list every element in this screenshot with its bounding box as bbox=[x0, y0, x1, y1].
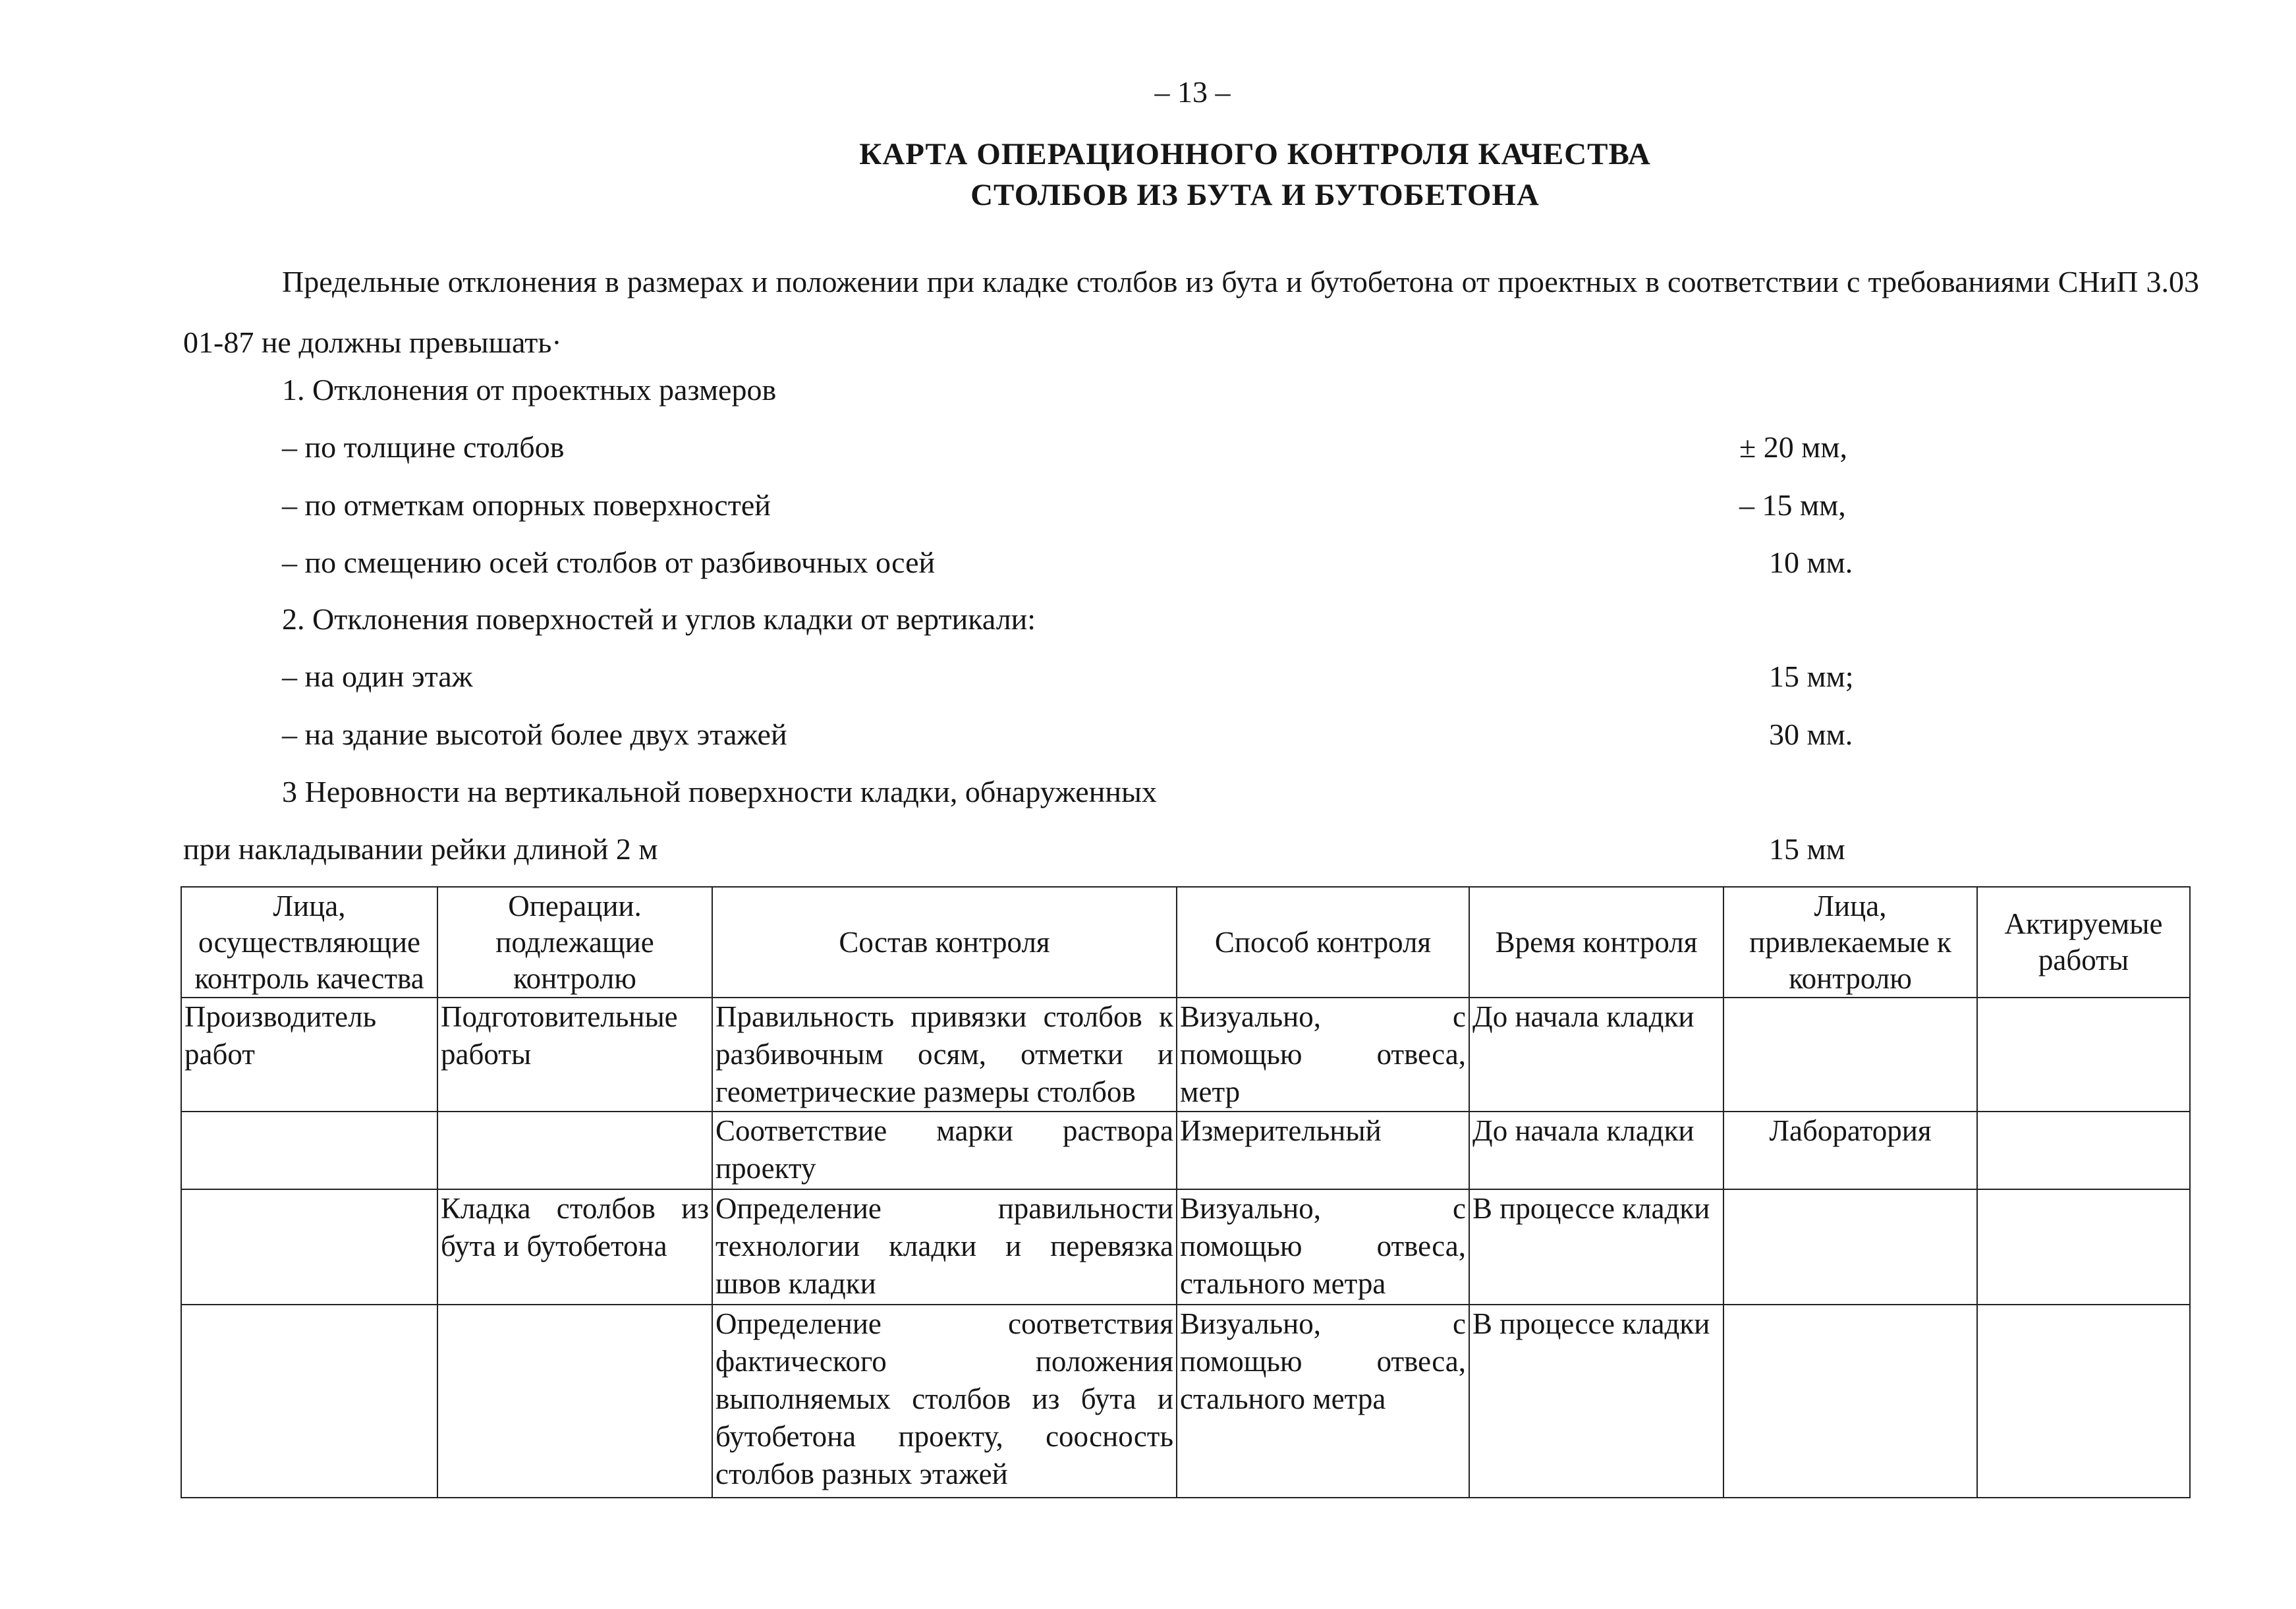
table-cell: До начала кладки bbox=[1469, 998, 1723, 1112]
requirement-1-row-value: ± 20 мм, bbox=[1739, 430, 1847, 464]
table-cell: Определение правильности технологии кладки и перевязка швов кладки bbox=[712, 1189, 1177, 1305]
table-cell bbox=[181, 1305, 437, 1498]
requirement-2-row-label: – на здание высотой более двух этажей bbox=[282, 718, 787, 751]
column-header: Лица, осуществляющие контроль качества bbox=[181, 887, 437, 998]
document-title-line-2: СТОЛБОВ ИЗ БУТА И БУТОБЕТОНА bbox=[970, 178, 1540, 212]
table-cell: Измерительный bbox=[1177, 1112, 1469, 1189]
table-cell bbox=[1723, 1189, 1977, 1305]
column-header: Лица, привлекаемые к контролю bbox=[1723, 887, 1977, 998]
requirement-1-row-label: – по смещению осей столбов от разбивочных осей bbox=[282, 546, 936, 579]
table-cell: Соответствие марки раствора проекту bbox=[712, 1112, 1177, 1189]
requirement-1-heading: 1. Отклонения от проектных размеров bbox=[282, 373, 777, 407]
table-cell: До начала кладки bbox=[1469, 1112, 1723, 1189]
table-cell bbox=[1723, 998, 1977, 1112]
table-cell: В процессе кладки bbox=[1469, 1189, 1723, 1305]
requirement-1-row-label: – по толщине столбов bbox=[282, 430, 565, 464]
requirement-2-row-label: – на один этаж bbox=[282, 660, 473, 693]
requirement-1-row-value: – 15 мм, bbox=[1739, 488, 1846, 522]
table-cell bbox=[1977, 998, 2190, 1112]
table-cell: Подготовительные работы bbox=[437, 998, 712, 1112]
table-cell: Производитель работ bbox=[181, 998, 437, 1112]
requirement-3-value: 15 мм bbox=[1769, 832, 1845, 866]
table-row bbox=[181, 998, 2190, 1112]
quality-control-table bbox=[181, 886, 2191, 1498]
table-cell bbox=[437, 1305, 712, 1498]
requirement-2-row-value: 15 мм; bbox=[1769, 660, 1854, 693]
table-cell: Визуально, с помощью отвеса, метр bbox=[1177, 998, 1469, 1112]
table-header-row bbox=[181, 887, 2190, 998]
table-cell bbox=[181, 1112, 437, 1189]
column-header: Время контроля bbox=[1469, 887, 1723, 998]
requirement-3-heading: 3 Неровности на вертикальной поверхности кладки, обнаруженных bbox=[282, 775, 1157, 808]
requirement-2-heading: 2. Отклонения поверхностей и углов кладки от вертикали: bbox=[282, 602, 1036, 636]
table-cell bbox=[1723, 1305, 1977, 1498]
table-cell bbox=[437, 1112, 712, 1189]
table-cell: Правильность привязки столбов к разбивочным осям, отметки и геометрические размеры столбов bbox=[712, 998, 1177, 1112]
table-row bbox=[181, 1305, 2190, 1498]
page-number: – 13 – bbox=[1154, 75, 1231, 109]
table-cell: Кладка столбов из бута и бутобетона bbox=[437, 1189, 712, 1305]
table-cell bbox=[1977, 1112, 2190, 1189]
table-cell: В процессе кладки bbox=[1469, 1305, 1723, 1498]
requirement-1-row-label: – по отметкам опорных поверхностей bbox=[282, 488, 771, 522]
table-cell bbox=[1977, 1305, 2190, 1498]
document-title-line-1: КАРТА ОПЕРАЦИОННОГО КОНТРОЛЯ КАЧЕСТВА bbox=[859, 137, 1651, 171]
intro-paragraph: Предельные отклонения в размерах и положении при кладке столбов из бута и бутобетона от проектных в соответствии с требованиями СНиП 3.03 01-87 не должны превышать· bbox=[183, 265, 2199, 359]
table-cell bbox=[181, 1189, 437, 1305]
requirement-1-row-value: 10 мм. bbox=[1769, 546, 1853, 579]
table-row bbox=[181, 1112, 2190, 1189]
column-header: Способ контроля bbox=[1177, 887, 1469, 998]
column-header: Операции. подлежащие контролю bbox=[437, 887, 712, 998]
table-cell: Визуально, с помощью отвеса, стального метра bbox=[1177, 1305, 1469, 1498]
requirement-2-row-value: 30 мм. bbox=[1769, 718, 1853, 751]
table-cell bbox=[1977, 1189, 2190, 1305]
requirement-3-label: при накладывании рейки длиной 2 м bbox=[183, 832, 658, 866]
table-cell: Визуально, с помощью отвеса, стального метра bbox=[1177, 1189, 1469, 1305]
table-cell: Определение соответствия фактического положения выполняемых столбов из бута и бутобетона проекту, соосность столбов разных этажей bbox=[712, 1305, 1177, 1498]
column-header: Состав контроля bbox=[712, 887, 1177, 998]
column-header: Актируемые работы bbox=[1977, 887, 2190, 998]
table-row bbox=[181, 1189, 2190, 1305]
table-cell: Лаборатория bbox=[1723, 1112, 1977, 1189]
